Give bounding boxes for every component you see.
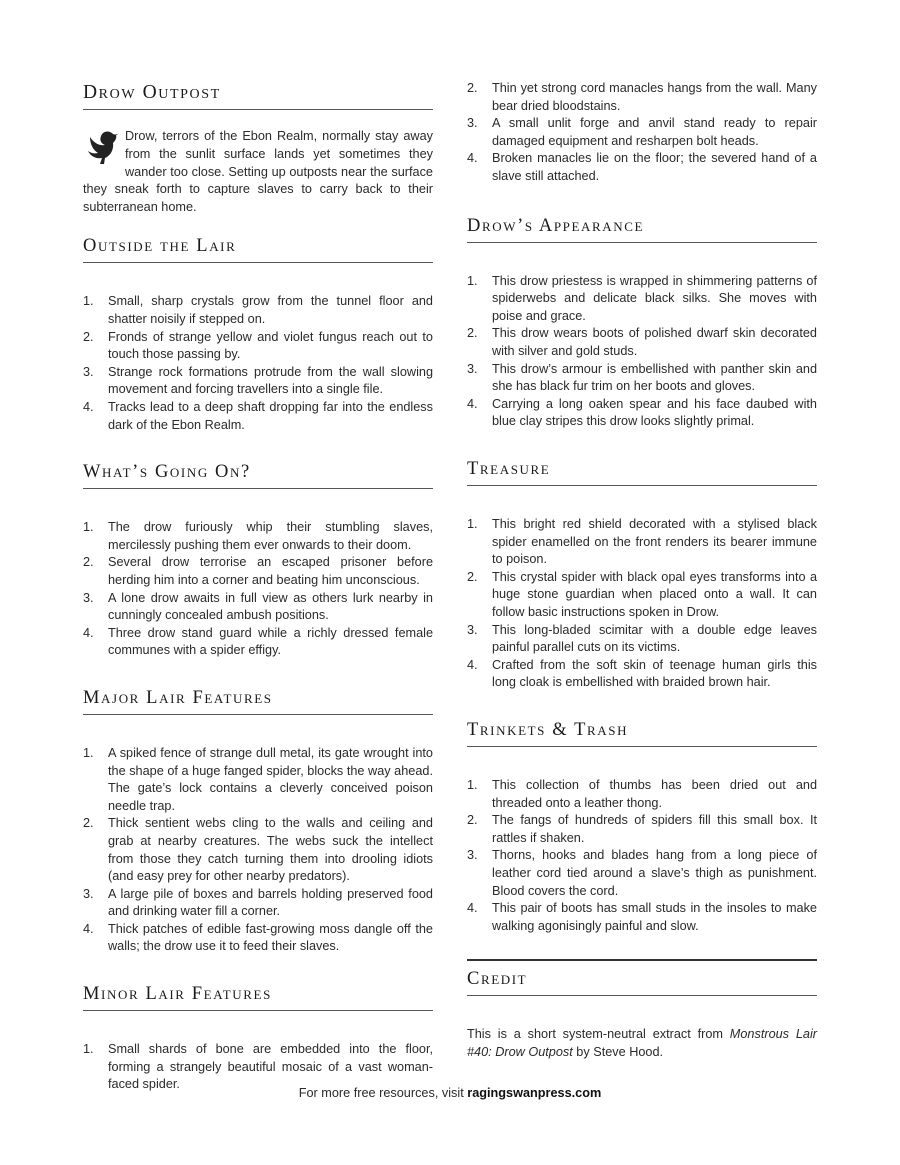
- appearance-section: [467, 214, 817, 431]
- trinkets-list: [467, 777, 817, 935]
- footer-text: For more free resources, visit: [298, 1086, 468, 1100]
- list-item: 4. Carrying a long oaken spear and his face daubed with blue clay stripes this drow looks slightly primal.: [467, 396, 817, 429]
- appearance-heading: Drow’s Appearance: [467, 214, 817, 243]
- list-item: 4. Tracks lead to a deep shaft dropping far into the endless dark of the Ebon Realm.: [83, 399, 433, 432]
- major-section: [83, 686, 433, 956]
- list-item: 3. A large pile of boxes and barrels holding preserved food and drinking water fill a corner.: [83, 886, 433, 919]
- list-item: 3. This long-bladed scimitar with a double edge leaves painful parallel cuts on its victims.: [467, 622, 817, 655]
- list-item: 2. This crystal spider with black opal eyes transforms into a huge stone guardian when placed onto a wall. It can follow basic instructions spoken in Drow.: [467, 569, 817, 619]
- list-item: 3. This drow’s armour is embellished with panther skin and she has black fur trim on her boots and gloves.: [467, 361, 817, 394]
- list-item: 4. Thick patches of edible fast-growing moss dangle off the walls; the drow use it to feed their slaves.: [83, 921, 433, 954]
- list-item: 1. Small, sharp crystals grow from the tunnel floor and shatter noisily if stepped on.: [83, 294, 433, 326]
- going-on-list: [83, 519, 433, 660]
- page-title: Drow Outpost: [83, 80, 433, 110]
- outside-list: [83, 293, 433, 434]
- intro-text: Drow, terrors of the Ebon Realm, normally stay away from the sunlit surface lands yet sometimes they wander too close. Setting up outposts near the surface they sneak forth to capture slaves to carry back to their subterranean home.: [83, 129, 433, 214]
- treasure-list: [467, 516, 817, 692]
- list-item: 1. The drow furiously whip their stumbling slaves, mercilessly pushing them ever onwards to their doom.: [83, 520, 433, 552]
- list-item: 3. A small unlit forge and anvil stand ready to repair damaged equipment and resharpen bolt heads.: [467, 116, 817, 148]
- treasure-heading: Treasure: [467, 457, 817, 486]
- list-item: 1. Small shards of bone are embedded into the floor, forming a strangely beautiful mosaic of a vast woman-faced spider.: [83, 1042, 433, 1092]
- trinkets-heading: Trinkets & Trash: [467, 718, 817, 747]
- list-item: 4. This pair of boots has small studs in the insoles to make walking agonisingly painful and slow.: [467, 901, 817, 933]
- credit-heading: Credit: [467, 959, 817, 996]
- list-item: 2. Thin yet strong cord manacles hangs from the wall. Many bear dried bloodstains.: [467, 81, 817, 113]
- left-column: [83, 80, 433, 1094]
- list-item: 4. Crafted from the soft skin of teenage human girls this long cloak is embellished with braided brown hair.: [467, 657, 817, 690]
- list-item: 3. A lone drow awaits in full view as others lurk nearby in cunningly concealed ambush positions.: [83, 590, 433, 623]
- list-item: 2. This drow wears boots of polished dwarf skin decorated with silver and gold studs.: [467, 326, 817, 358]
- major-list: [83, 745, 433, 956]
- going-on-section: [83, 460, 433, 660]
- list-item: 4. Three drow stand guard while a richly dressed female communes with a spider effigy.: [83, 625, 433, 658]
- list-item: 2. The fangs of hundreds of spiders fill this small box. It rattles if shaken.: [467, 813, 817, 845]
- credit-section: [467, 959, 817, 1061]
- minor-heading: Minor Lair Features: [83, 982, 433, 1011]
- minor-section: [83, 982, 433, 1094]
- credit-text: This is a short system-neutral extract from Monstrous Lair #40: Drow Outpost by Steve Hood.: [467, 1027, 818, 1059]
- list-item: 1. This bright red shield decorated with a stylised black spider enamelled on the front renders its bearer immune to poison.: [467, 517, 817, 567]
- trinkets-section: [467, 718, 817, 935]
- outside-section: [83, 234, 433, 434]
- raven-icon: [85, 128, 119, 168]
- intro-block: [83, 128, 433, 216]
- list-item: 2. Fronds of strange yellow and violet fungus reach out to touch those passing by.: [83, 329, 433, 362]
- list-item: 3. Strange rock formations protrude from the wall slowing movement and forcing travellers into a single file.: [83, 364, 433, 397]
- list-item: 2. Several drow terrorise an escaped prisoner before herding him into a corner and beating him unconscious.: [83, 555, 433, 587]
- appearance-list: [467, 273, 817, 431]
- outside-heading: Outside the Lair: [83, 234, 433, 263]
- footer-link[interactable]: ragingswanpress.com: [467, 1086, 602, 1100]
- list-item: 1. A spiked fence of strange dull metal, its gate wrought into the shape of a huge fanged spider, blocks the way ahead. The gate’s lock contains a cleverly conceived poison needle trap.: [83, 745, 433, 813]
- treasure-section: [467, 457, 817, 692]
- going-on-heading: What’s Going On?: [83, 460, 433, 489]
- list-item: 1. This collection of thumbs has been dried out and threaded onto a leather thong.: [467, 777, 817, 810]
- list-item: 1. This drow priestess is wrapped in shimmering patterns of spiderwebs and delicate black silks. She moves with poise and grace.: [467, 273, 817, 323]
- major-heading: Major Lair Features: [83, 686, 433, 715]
- list-item: 4. Broken manacles lie on the floor; the severed hand of a slave still attached.: [467, 151, 817, 183]
- list-item: 2. Thick sentient webs cling to the walls and ceiling and grab at nearby creatures. The webs suck the intellect from those they catch turning them into drooling idiots (and easy prey for other nearby predators).: [83, 816, 433, 884]
- right-column: [467, 80, 817, 1062]
- list-item: 3. Thorns, hooks and blades hang from a long piece of leather cord tied around a slave’s thigh as punishment. Blood covers the cord.: [467, 848, 817, 898]
- footer: [0, 1086, 900, 1100]
- credit-work-title: Monstrous Lair #40: Drow Outpost: [467, 1027, 818, 1059]
- minor-list-continued: [467, 80, 817, 186]
